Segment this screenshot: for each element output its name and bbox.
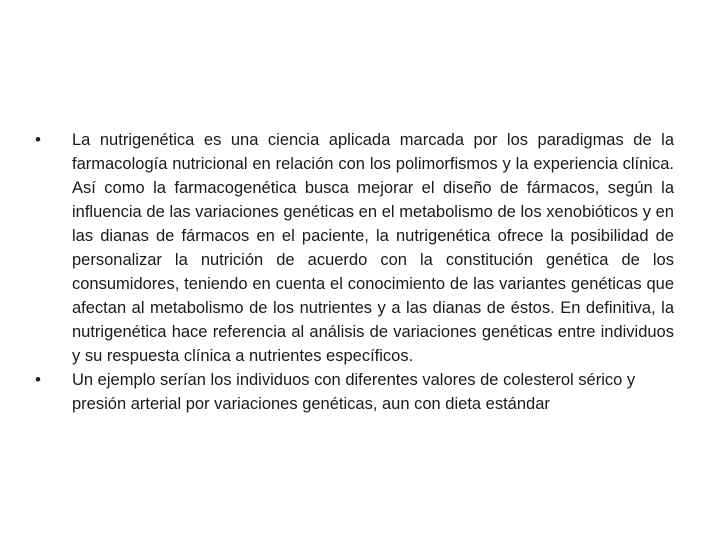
bullet-dot-icon: •	[35, 371, 41, 389]
bullet-list	[32, 128, 674, 416]
bullet-item-nutrigenetica	[32, 128, 674, 368]
bullet-item-ejemplo	[32, 368, 674, 416]
bullet-text: La nutrigenética es una ciencia aplicada marcada por los paradigmas de la farmacología nutricional en relación con los polimorfismos y la experiencia clínica. Así como la farmacogenética busca mejorar el diseño de fármacos, según la influencia de las variaciones genéticas en el metabolismo de los xenobióticos y en las dianas de fármacos en el paciente, la nutrigenética ofrece la posibilidad de personalizar la nutrición de acuerdo con la constitución genética de los consumidores, teniendo en cuenta el conocimiento de las variantes genéticas que afectan al metabolismo de los nutrientes y a las dianas de éstos. En definitiva, la nutrigenética hace referencia al análisis de variaciones genéticas entre individuos y su respuesta clínica a nutrientes específicos.	[72, 131, 674, 365]
bullet-dot-icon: •	[35, 131, 41, 149]
bullet-text: Un ejemplo serían los individuos con diferentes valores de colesterol sérico y presión arterial por variaciones genéticas, aun con dieta estándar	[72, 371, 636, 413]
